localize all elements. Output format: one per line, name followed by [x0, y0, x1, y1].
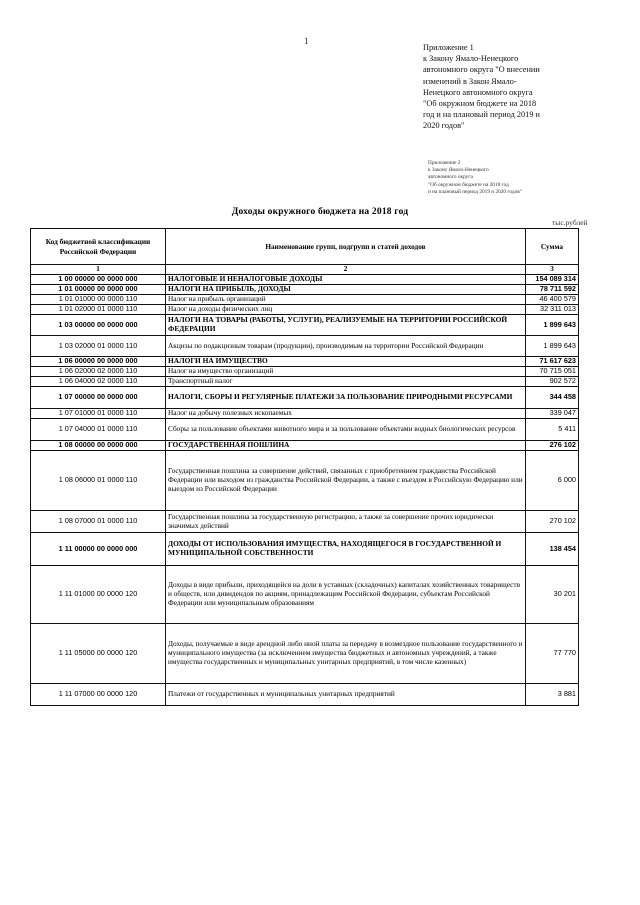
table-row: [31, 441, 579, 451]
row-name: ДОХОДЫ ОТ ИСПОЛЬЗОВАНИЯ ИМУЩЕСТВА, НАХОДЯЩЕГОСЯ В ГОСУДАРСТВЕННОЙ И МУНИЦИПАЛЬНОЙ СОБСТВЕННОСТИ: [166, 533, 526, 566]
row-code: 1 07 00000 00 0000 000: [31, 387, 166, 409]
appendix-2-line: "Об окружном бюджете на 2018 год: [428, 181, 509, 188]
row-sum: 344 458: [526, 387, 579, 409]
row-code: 1 11 05000 00 0000 120: [31, 624, 166, 684]
row-code: 1 03 02000 01 0000 110: [31, 336, 166, 357]
row-name: Сборы за пользование объектами животного мира и за пользование объектами водных биологических ресурсов: [166, 419, 526, 441]
row-name: НАЛОГИ, СБОРЫ И РЕГУЛЯРНЫЕ ПЛАТЕЖИ ЗА ПОЛЬЗОВАНИЕ ПРИРОДНЫМИ РЕСУРСАМИ: [166, 387, 526, 409]
row-sum: 71 617 623: [526, 357, 579, 367]
row-code: 1 07 04000 01 0000 110: [31, 419, 166, 441]
table-row: [31, 357, 579, 367]
appendix-1-caption: [423, 42, 593, 132]
row-code: 1 01 00000 00 0000 000: [31, 285, 166, 295]
row-name: Транспортный налог: [166, 377, 526, 387]
row-sum: 339 047: [526, 409, 579, 419]
appendix-2-line: Приложение 2: [428, 160, 461, 166]
table-row: [31, 295, 579, 305]
table-row: [31, 285, 579, 295]
row-code: 1 11 07000 00 0000 120: [31, 684, 166, 706]
row-sum: 70 715 051: [526, 367, 579, 377]
table-row: [31, 315, 579, 336]
row-sum: 138 454: [526, 533, 579, 566]
table-row: [31, 566, 579, 624]
row-code: 1 00 00000 00 0000 000: [31, 275, 166, 285]
row-name: НАЛОГИ НА ПРИБЫЛЬ, ДОХОДЫ: [166, 285, 526, 295]
row-sum: 5 411: [526, 419, 579, 441]
revenue-table: [30, 228, 579, 706]
appendix-1-line: к Закону Ямало-Ненецкого: [423, 54, 519, 64]
row-name: Налог на прибыль организаций: [166, 295, 526, 305]
row-sum: 6 000: [526, 451, 579, 511]
table-row: [31, 336, 579, 357]
row-code: 1 08 06000 01 0000 110: [31, 451, 166, 511]
row-sum: 270 102: [526, 511, 579, 533]
row-name: Налог на добычу полезных ископаемых: [166, 409, 526, 419]
page-number: 1: [304, 36, 309, 46]
table-row: [31, 305, 579, 315]
row-name: ГОСУДАРСТВЕННАЯ ПОШЛИНА: [166, 441, 526, 451]
appendix-1-line: автономного округа "О внесении: [423, 65, 540, 75]
row-sum: 902 572: [526, 377, 579, 387]
row-code: 1 06 04000 02 0000 110: [31, 377, 166, 387]
row-name: Государственная пошлина за совершение действий, связанных с приобретением гражданства Российской Федерации или выходом из гражданства Российской Федерации, а также с въездом в Российскую Федерацию или выездом из Российской Федерации: [166, 451, 526, 511]
row-code: 1 01 02000 01 0000 110: [31, 305, 166, 315]
table-row: [31, 409, 579, 419]
row-name: Доходы, получаемые в виде арендной либо иной платы за передачу в возмездное пользование государственного и муниципального имущества (за исключением имущества бюджетных и автономных учреждений, а также имущества государственных и муниципальных унитарных предприятий, в том числе казенных): [166, 624, 526, 684]
row-sum: 77 770: [526, 624, 579, 684]
row-sum: 1 899 643: [526, 315, 579, 336]
row-name: Налог на доходы физических лиц: [166, 305, 526, 315]
row-code: 1 08 00000 00 0000 000: [31, 441, 166, 451]
row-code: 1 11 01000 00 0000 120: [31, 566, 166, 624]
row-name: Платежи от государственных и муниципальных унитарных предприятий: [166, 684, 526, 706]
row-name: Доходы в виде прибыли, приходящейся на доли в уставных (складочных) капиталах хозяйственных товариществ и обществ, или дивидендов по акциям, принадлежащим Российской Федерации, субъектам Российской Федерации или муниципальным образованиям: [166, 566, 526, 624]
row-sum: 276 102: [526, 441, 579, 451]
row-sum: 3 881: [526, 684, 579, 706]
row-code: 1 06 00000 00 0000 000: [31, 357, 166, 367]
row-sum: 30 201: [526, 566, 579, 624]
row-name: Акцизы по подакцизным товарам (продукции), производимым на территории Российской Федерации: [166, 336, 526, 357]
table-row: [31, 367, 579, 377]
appendix-1-line: Приложение 1: [423, 43, 474, 52]
row-code: 1 03 00000 00 0000 000: [31, 315, 166, 336]
header-name: Наименование групп, подгрупп и статей доходов: [166, 229, 526, 265]
row-name: НАЛОГИ НА ТОВАРЫ (РАБОТЫ, УСЛУГИ), РЕАЛИЗУЕМЫЕ НА ТЕРРИТОРИИ РОССИЙСКОЙ ФЕДЕРАЦИИ: [166, 315, 526, 336]
row-sum: 78 711 592: [526, 285, 579, 295]
column-number: 2: [166, 265, 526, 275]
table-row: [31, 451, 579, 511]
row-name: НАЛОГИ НА ИМУЩЕСТВО: [166, 357, 526, 367]
row-sum: 32 311 013: [526, 305, 579, 315]
document-title: Доходы окружного бюджета на 2018 год: [231, 207, 409, 217]
row-name: Налог на имущество организаций: [166, 367, 526, 377]
row-sum: 1 899 643: [526, 336, 579, 357]
units-label: тыс.рублей: [552, 218, 588, 227]
header-sum: Сумма: [526, 229, 579, 265]
appendix-1-line: изменений в Закон Ямало-: [423, 76, 517, 86]
appendix-2-line: и на плановый период 2019 и 2020 годов": [428, 188, 522, 195]
table-row: [31, 377, 579, 387]
row-sum: 46 400 579: [526, 295, 579, 305]
appendix-2-line: автономного округа: [428, 174, 473, 181]
table-header-row: [31, 229, 579, 265]
row-code: 1 11 00000 00 0000 000: [31, 533, 166, 566]
row-code: 1 01 01000 00 0000 110: [31, 295, 166, 305]
table-body: [31, 275, 579, 706]
appendix-1-line: год и на плановый период 2019 и: [423, 110, 540, 120]
appendix-1-line: "Об окружном бюджете на 2018: [423, 99, 537, 109]
column-number-row: [31, 265, 579, 275]
header-code: Код бюджетной классификации Российской Федерации: [31, 229, 166, 265]
appendix-2-line: к Закону Ямало-Ненецкого: [428, 167, 489, 174]
column-number: 1: [31, 265, 166, 275]
table-row: [31, 624, 579, 684]
row-name: Государственная пошлина за государственную регистрацию, а также за совершение прочих юридически значимых действий: [166, 511, 526, 533]
row-code: 1 06 02000 02 0000 110: [31, 367, 166, 377]
table-row: [31, 275, 579, 285]
row-sum: 154 089 314: [526, 275, 579, 285]
appendix-1-line: 2020 годов": [423, 121, 465, 131]
appendix-2-caption: [428, 160, 598, 196]
row-name: НАЛОГОВЫЕ И НЕНАЛОГОВЫЕ ДОХОДЫ: [166, 275, 526, 285]
table-row: [31, 684, 579, 706]
table-row: [31, 419, 579, 441]
row-code: 1 08 07000 01 0000 110: [31, 511, 166, 533]
column-number: 3: [526, 265, 579, 275]
row-code: 1 07 01000 01 0000 110: [31, 409, 166, 419]
table-row: [31, 511, 579, 533]
table-row: [31, 387, 579, 409]
appendix-1-line: Ненецкого автономного округа: [423, 87, 533, 97]
table-row: [31, 533, 579, 566]
